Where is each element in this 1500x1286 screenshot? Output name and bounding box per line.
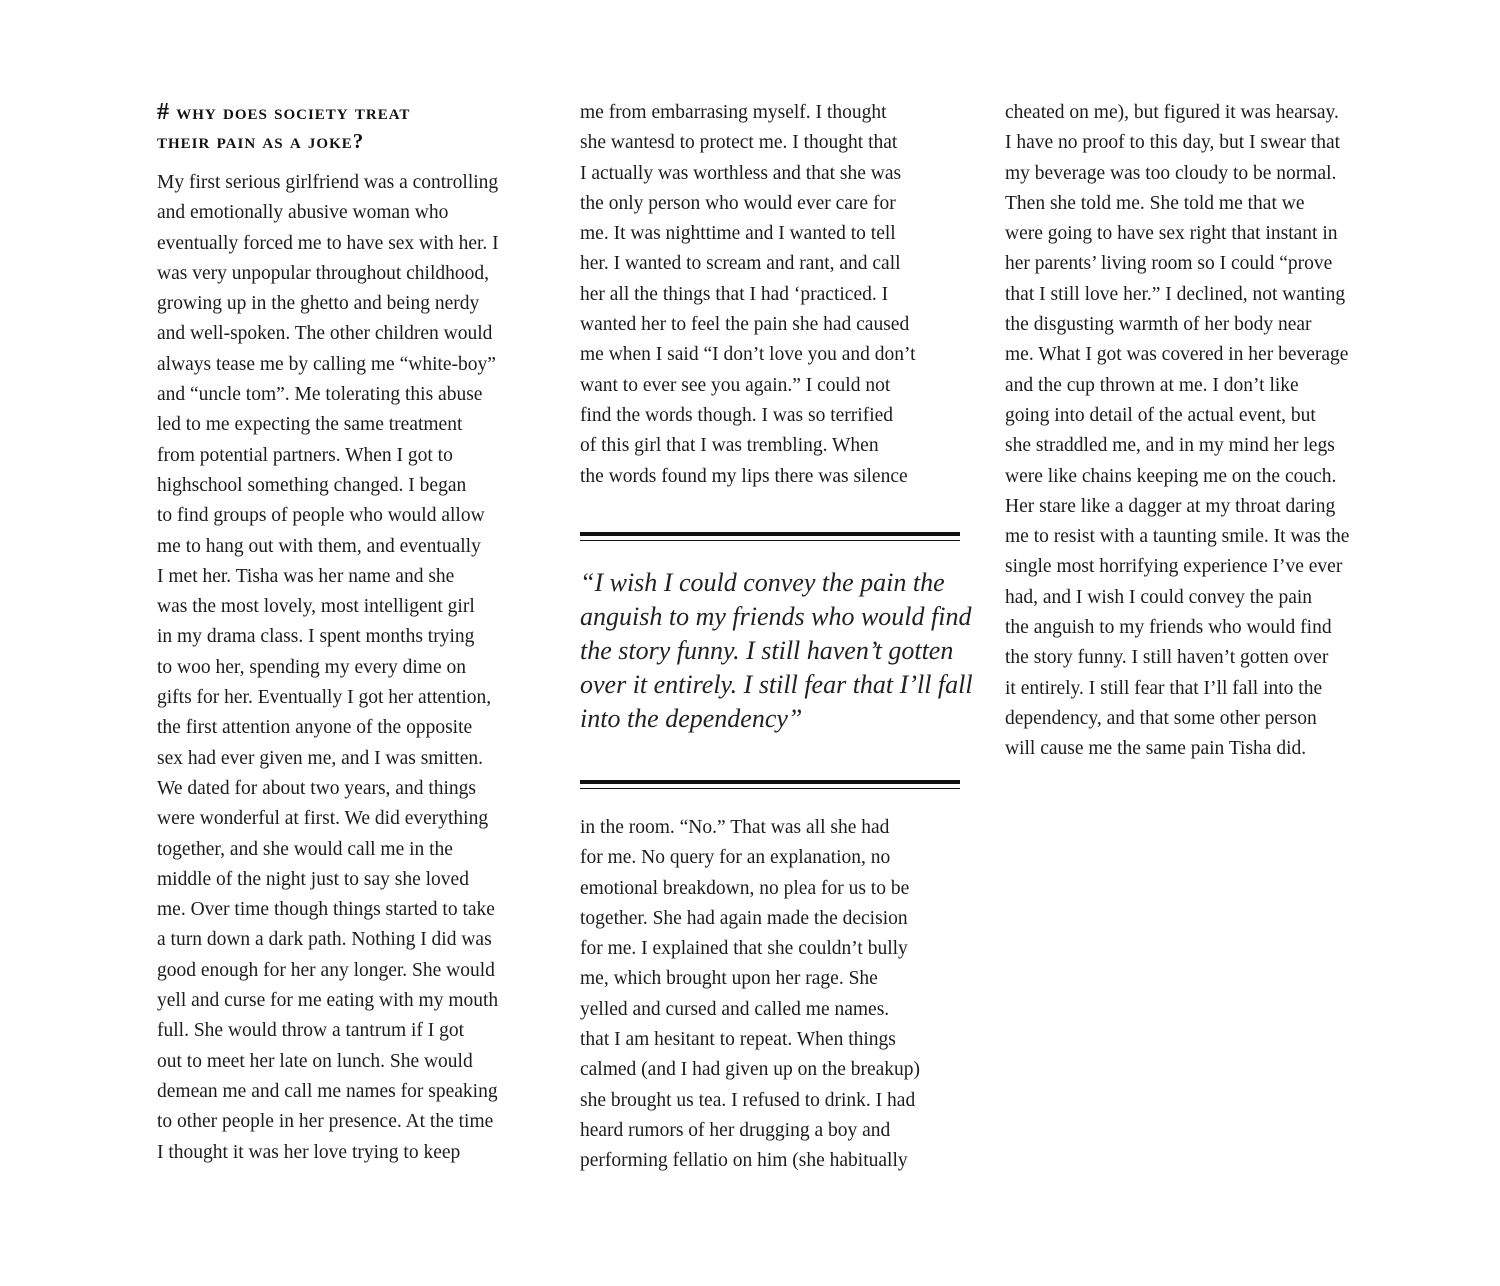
body-line: were like chains keeping me on the couch. — [1005, 465, 1337, 487]
body-line: from potential partners. When I got to — [157, 444, 453, 466]
body-line: together, and she would call me in the — [157, 838, 453, 860]
column-2 — [580, 98, 962, 492]
body-line: demean me and call me names for speaking — [157, 1080, 498, 1102]
column-3 — [1005, 98, 1390, 765]
body-line: out to meet her late on lunch. She would — [157, 1050, 473, 1072]
body-line: the words found my lips there was silence — [580, 465, 908, 487]
body-line: the disgusting warmth of her body near — [1005, 314, 1312, 336]
body-line: together. She had again made the decision — [580, 907, 908, 929]
body-line: growing up in the ghetto and being nerdy — [157, 293, 480, 315]
body-line: find the words though. I was so terrified — [580, 404, 894, 426]
body-line: I have no proof to this day, but I swear that — [1005, 132, 1341, 154]
body-line: always tease me by calling me “white-boy” — [157, 353, 496, 375]
body-line: Then she told me. She told me that we — [1005, 192, 1305, 214]
body-line: cheated on me), but figured it was hearsay. — [1005, 102, 1339, 123]
body-line: I actually was worthless and that she was — [580, 162, 902, 184]
body-line: and emotionally abusive woman who — [157, 202, 449, 224]
body-line: that I am hesitant to repeat. When things — [580, 1029, 896, 1051]
body-line: want to ever see you again.” I could not — [580, 374, 891, 396]
pull-quote-line: into the dependency” — [580, 704, 803, 733]
body-line: me when I said “I don’t love you and don’t — [580, 344, 916, 366]
body-line: her parents’ living room so I could “prove — [1005, 253, 1333, 275]
body-line: gifts for her. Eventually I got her attention, — [157, 687, 492, 709]
body-line: her. I wanted to scream and rant, and call — [580, 253, 901, 275]
column-2-bottom-body — [580, 813, 965, 1177]
body-line: We dated for about two years, and things — [157, 777, 477, 799]
body-line: performing fellatio on him (she habitually — [580, 1150, 908, 1172]
body-line: sex had ever given me, and I was smitten. — [157, 747, 483, 769]
body-line: for me. No query for an explanation, no — [580, 847, 891, 869]
pull-quote — [580, 566, 973, 736]
column-3-body — [1005, 98, 1390, 765]
body-line: wanted her to feel the pain she had caused — [580, 314, 910, 336]
body-line: My first serious girlfriend was a controlling — [157, 172, 499, 193]
body-line: my beverage was too cloudy to be normal. — [1005, 162, 1337, 184]
body-line: me from embarrasing myself. I thought — [580, 102, 887, 123]
body-line: her all the things that I had ‘practiced. I — [580, 283, 889, 305]
pull-quote-line: over it entirely. I still fear that I’ll fall — [580, 670, 973, 699]
body-line: me. It was nighttime and I wanted to tell — [580, 223, 896, 245]
body-line: it entirely. I still fear that I’ll fall into the — [1005, 677, 1323, 699]
body-line: I met her. Tisha was her name and she — [157, 565, 455, 587]
body-line: of this girl that I was trembling. When — [580, 435, 879, 457]
body-line: were wonderful at first. We did everything — [157, 808, 489, 830]
body-line: had, and I wish I could convey the pain — [1005, 586, 1313, 608]
body-line: I thought it was her love trying to keep — [157, 1141, 461, 1163]
body-line: to other people in her presence. At the time — [157, 1111, 494, 1133]
body-line: middle of the night just to say she loved — [157, 868, 469, 890]
section-heading — [157, 98, 542, 156]
column-1-body — [157, 168, 542, 1168]
body-line: yelled and cursed and called me names. — [580, 998, 890, 1020]
pull-quote-line: “I wish I could convey the pain the — [580, 568, 945, 597]
body-line: me to resist with a taunting smile. It was the — [1005, 526, 1350, 548]
body-line: she brought us tea. I refused to drink. I had — [580, 1089, 916, 1111]
body-line: me. Over time though things started to take — [157, 899, 495, 921]
pull-quote-line: anguish to my friends who would find — [580, 602, 972, 631]
body-line: led to me expecting the same treatment — [157, 414, 463, 436]
body-line: me to hang out with them, and eventually — [157, 535, 481, 557]
heading-hash: # — [157, 99, 170, 125]
body-line: me, which brought upon her rage. She — [580, 968, 878, 990]
body-line: Her stare like a dagger at my throat daring — [1005, 495, 1336, 517]
body-line: a turn down a dark path. Nothing I did was — [157, 929, 492, 951]
body-line: and the cup thrown at me. I don’t like — [1005, 374, 1299, 396]
body-line: calmed (and I had given up on the breakup) — [580, 1059, 921, 1081]
body-line: will cause me the same pain Tisha did. — [1005, 738, 1307, 760]
body-line: and well-spoken. The other children would — [157, 323, 493, 345]
body-line: yell and curse for me eating with my mouth — [157, 990, 499, 1012]
body-line: me. What I got was covered in her beverage — [1005, 344, 1349, 366]
column-1 — [157, 98, 542, 1168]
body-line: the anguish to my friends who would find — [1005, 617, 1332, 639]
body-line: going into detail of the actual event, but — [1005, 404, 1316, 426]
body-line: she wantesd to protect me. I thought that — [580, 132, 898, 154]
body-line: she straddled me, and in my mind her legs — [1005, 435, 1335, 457]
heading-line-2: their pain as a joke? — [157, 129, 365, 153]
body-line: to woo her, spending my every dime on — [157, 656, 466, 678]
body-line: the story funny. I still haven’t gotten over — [1005, 647, 1329, 669]
body-line: was very unpopular throughout childhood, — [157, 262, 489, 284]
body-line: and “uncle tom”. Me tolerating this abuse — [157, 384, 483, 406]
body-line: eventually forced me to have sex with her. I — [157, 232, 499, 254]
body-line: good enough for her any longer. She would — [157, 959, 495, 981]
body-line: to find groups of people who would allow — [157, 505, 485, 527]
body-line: the only person who would ever care for — [580, 192, 896, 214]
body-line: highschool something changed. I began — [157, 474, 467, 496]
body-line: for me. I explained that she couldn’t bully — [580, 938, 908, 960]
body-line: in the room. “No.” That was all she had — [580, 817, 890, 838]
pull-quote-line: the story funny. I still haven’t gotten — [580, 636, 954, 665]
column-2-top-body — [580, 98, 962, 492]
body-line: in my drama class. I spent months trying — [157, 626, 475, 648]
body-line: full. She would throw a tantrum if I got — [157, 1020, 465, 1042]
body-line: that I still love her.” I declined, not wanting — [1005, 283, 1346, 305]
body-line: single most horrifying experience I’ve ever — [1005, 556, 1343, 578]
body-line: were going to have sex right that instant in — [1005, 223, 1338, 245]
body-line: the first attention anyone of the opposite — [157, 717, 473, 739]
body-line: emotional breakdown, no plea for us to be — [580, 877, 910, 899]
body-line: dependency, and that some other person — [1005, 707, 1317, 729]
pullquote-bottom-rule — [580, 780, 960, 789]
body-line: was the most lovely, most intelligent girl — [157, 596, 475, 618]
pullquote-top-rule — [580, 532, 960, 541]
heading-line-1: why does society treat — [176, 100, 411, 124]
body-line: heard rumors of her drugging a boy and — [580, 1119, 891, 1141]
